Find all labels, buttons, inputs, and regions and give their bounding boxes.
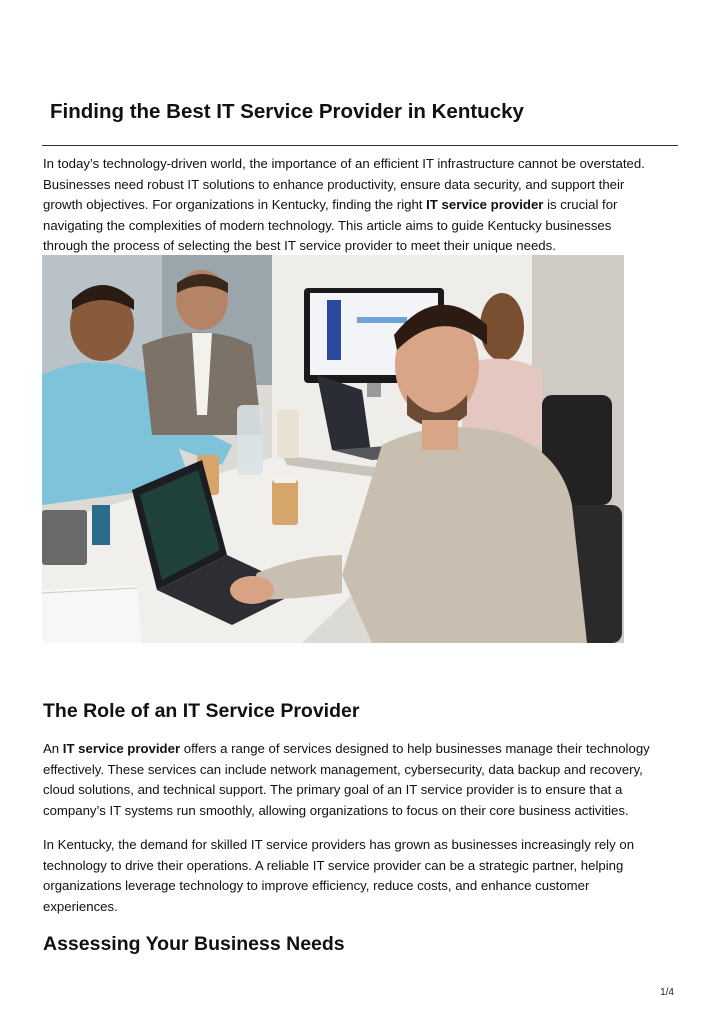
role-line: In Kentucky, the demand for skilled IT service providers has grown as businesses increasingly rely on <box>43 837 635 852</box>
title-divider <box>42 145 678 146</box>
role-bold-term: IT service provider <box>62 741 181 756</box>
role-line: experiences. <box>43 898 118 914</box>
intro-line: In today’s technology-driven world, the importance of an efficient IT infrastructure cannot be overstated. <box>43 156 645 171</box>
role-line: effectively. These services can include network management, cybersecurity, data backup and recovery, <box>43 761 643 777</box>
intro-bold-term: IT service provider <box>426 197 544 212</box>
page-number: 1/4 <box>660 987 674 998</box>
section-heading-role: The Role of an IT Service Provider <box>43 700 360 722</box>
role-text: An <box>43 741 63 756</box>
role-paragraph-2 <box>43 835 683 917</box>
intro-line: Businesses need robust IT solutions to enhance productivity, ensure data security, and support their <box>43 176 625 192</box>
role-line: company’s IT systems run smoothly, allowing organizations to focus on their core business activities. <box>43 802 629 818</box>
intro-text: growth objectives. For organizations in Kentucky, finding the right <box>43 197 427 212</box>
role-text: offers a range of services designed to help businesses manage their technology <box>180 741 650 756</box>
role-line <box>43 739 683 760</box>
office-team-photo <box>42 255 624 643</box>
role-line: cloud solutions, and technical support. The primary goal of an IT service provider is to ensure that a <box>43 782 623 797</box>
intro-line: navigating the complexities of modern technology. This article aims to guide Kentucky businesses <box>43 217 612 233</box>
intro-line <box>43 195 683 216</box>
intro-paragraph <box>43 154 683 257</box>
role-line: technology to drive their operations. A reliable IT service provider can be a strategic partner, helping <box>43 857 624 873</box>
page-title: Finding the Best IT Service Provider in Kentucky <box>50 100 524 123</box>
role-line: organizations leverage technology to improve efficiency, reduce costs, and enhance customer <box>43 878 590 893</box>
intro-text: is crucial for <box>543 197 618 212</box>
role-paragraph-1 <box>43 739 683 821</box>
intro-line: through the process of selecting the best IT service provider to meet their unique needs. <box>43 238 556 253</box>
section-heading-needs: Assessing Your Business Needs <box>43 933 345 955</box>
